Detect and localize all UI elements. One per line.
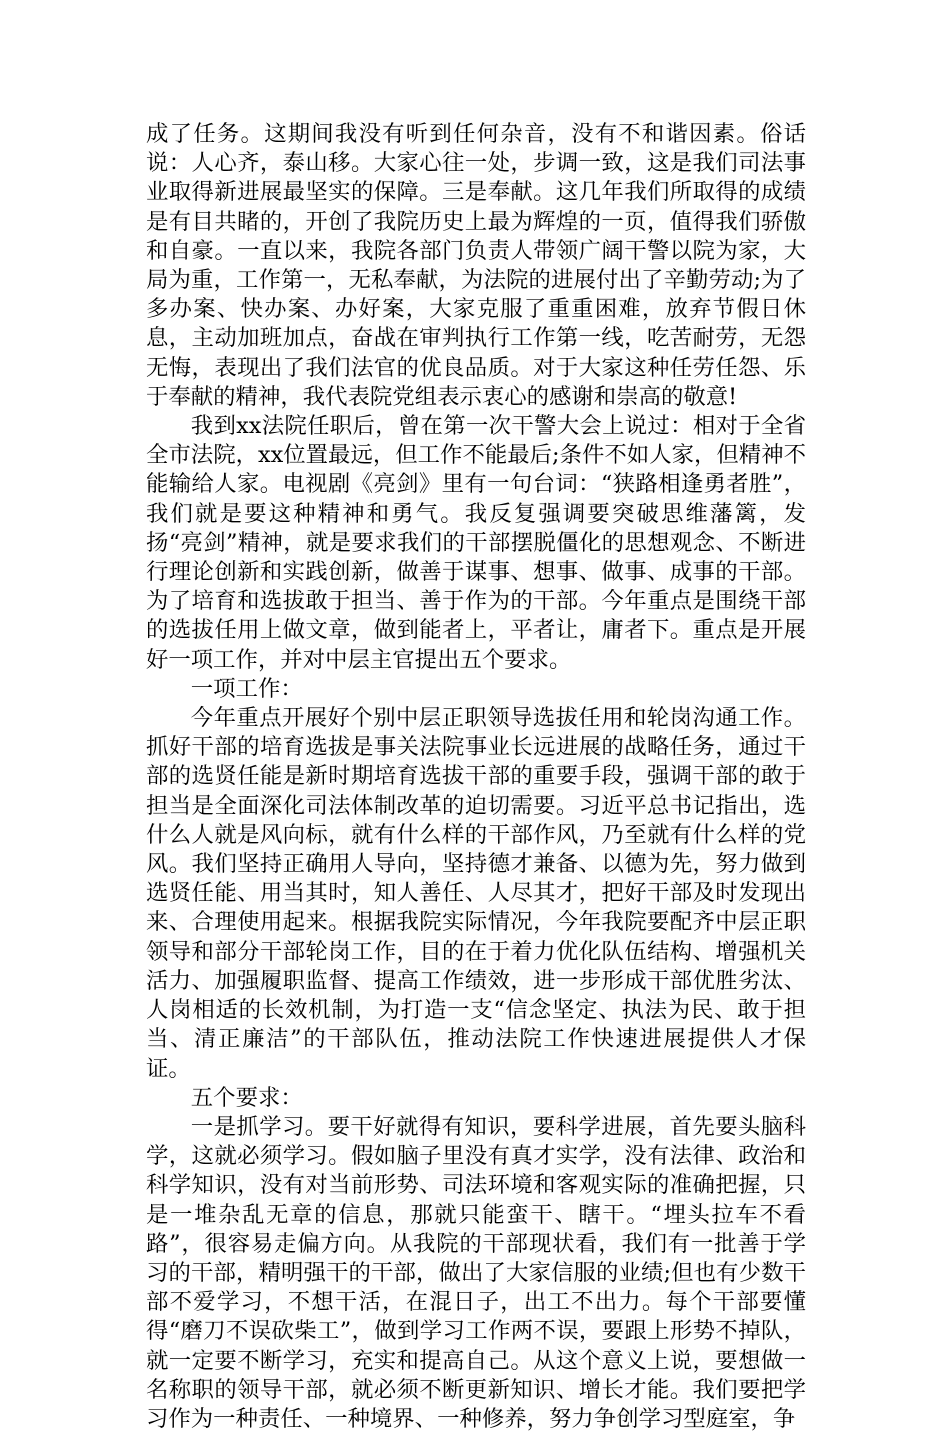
section-heading: 一项工作： bbox=[190, 675, 303, 702]
paragraph: 今年重点开展好个别中层正职领导选拔任用和轮岗沟通工作。抓好干部的培育选拔是事关法院事业长远进展的战略任务，通过干部的选贤任能是新时期培育选拔干部的重要手段，强调干部的敢于担当是全面深化司法体制改革的迫切需要。习近平总书记指出，选什么人就是风向标，就有什么样的干部作风，乃至就有什么样的党风。我们坚持正确用人导向，坚持德才兼备、以德为先，努力做到选贤任能、用当其时，知人善任、人尽其才，把好干部及时发现出来、合理使用起来。根据我院实际情况，今年我院要配齐中层正职领导和部分干部轮岗工作，目的在于着力优化队伍结构、增强机关活力、加强履职监督、提高工作绩效，进一步形成干部优胜劣汰、人岗相适的长效机制，为打造一支“信念坚定、执法为民、敢于担当、清正廉洁”的干部队伍，推动法院工作快速进展提供人才保证。 bbox=[146, 705, 806, 1082]
document-body bbox=[146, 120, 806, 1434]
paragraph: 成了任务。这期间我没有听到任何杂音，没有不和谐因素。俗话说：人心齐，泰山移。大家心往一处，步调一致，这是我们司法事业取得新进展最坚实的保障。三是奉献。这几年我们所取得的成绩是有目共睹的，开创了我院历史上最为辉煌的一页，值得我们骄傲和自豪。一直以来，我院各部门负责人带领广阔干警以院为家，大局为重，工作第一，无私奉献，为法院的进展付出了辛勤劳动;为了多办案、快办案、办好案，大家克服了重重困难，放弃节假日休息，主动加班加点，奋战在审判执行工作第一线，吃苦耐劳，无怨无悔，表现出了我们法官的优良品质。对于大家这种任劳任怨、乐于奉献的精神，我代表院党组表示衷心的感谢和崇高的敬意! bbox=[146, 121, 806, 410]
paragraph: 一是抓学习。要干好就得有知识，要科学进展，首先要头脑科学，这就必须学习。假如脑子里没有真才实学，没有法律、政治和科学知识，没有对当前形势、司法环境和客观实际的准确把握，只是一堆杂乱无章的信息，那就只能蛮干、瞎干。“埋头拉车不看路”，很容易走偏方向。从我院的干部现状看，我们有一批善于学习的干部，精明强干的干部，做出了大家信服的业绩;但也有少数干部不爱学习，不想干活，在混日子，出工不出力。每个干部要懂得“磨刀不误砍柴工”，做到学习工作两不误，要跟上形势不掉队，就一定要不断学习，充实和提高自己。从这个意义上说，要想做一名称职的领导干部，就必须不断更新知识、增长才能。我们要把学习作为一种责任、一种境界、一种修养，努力争创学习型庭室，争 bbox=[146, 1113, 806, 1432]
section-heading: 五个要求： bbox=[190, 1084, 303, 1111]
paragraph: 我到xx法院任职后，曾在第一次干警大会上说过：相对于全省全市法院，xx位置最远，但工作不能最后;条件不如人家，但精神不能输给人家。电视剧《亮剑》里有一句台词：“狭路相逢勇者胜”，我们就是要这种精神和勇气。我反复强调要突破思维藩篱，发扬“亮剑”精神，就是要求我们的干部摆脱僵化的思想观念、不断进行理论创新和实践创新，做善于谋事、想事、做事、成事的干部。为了培育和选拔敢于担当、善于作为的干部。今年重点是围绕干部的选拔任用上做文章，做到能者上，平者让，庸者下。重点是开展好一项工作，并对中层主官提出五个要求。 bbox=[146, 413, 806, 673]
